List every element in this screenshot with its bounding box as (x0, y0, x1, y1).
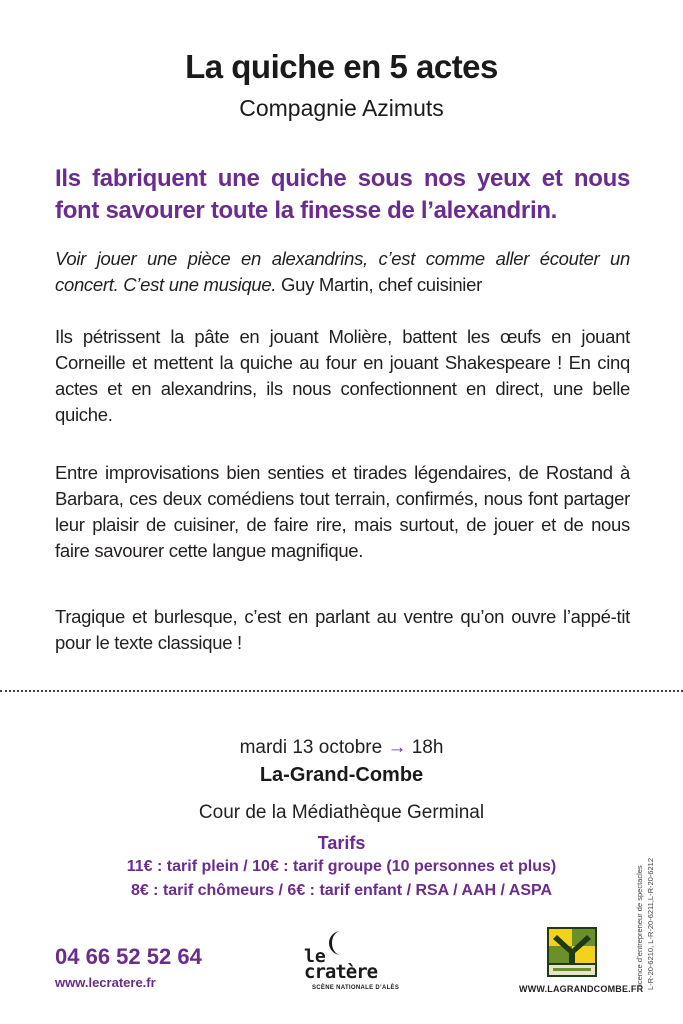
website-link-lagrandcombe[interactable]: WWW.LAGRANDCOMBE.FR (519, 984, 644, 994)
phone-number[interactable]: 04 66 52 52 64 (55, 944, 202, 969)
quote-author: Guy Martin, chef cuisinier (276, 274, 482, 295)
lead-statement: Ils fabriquent une quiche sous nos yeux et nous font savourer toute la finesse de l’alexandrin. (55, 165, 630, 224)
quote-text: Voir jouer une pièce en alexandrins, c’est comme aller écouter un concert. C’est une musique. (55, 248, 630, 295)
dotted-divider (0, 690, 683, 692)
event-time: 18h (411, 737, 444, 758)
crescent-moon-icon (328, 930, 346, 956)
description-paragraph-1: Ils pétrissent la pâte en jouant Molière, battent les œufs en jouant Corneille et mettent la quiche au four en jouant Shakespeare ! En cinq actes et en alexandrins, ils nous confectionnent en direct, une belle quiche. (55, 326, 630, 425)
tarifs-line-1: 11€ : tarif plein / 10€ : tarif groupe (10 personnes et plus) (126, 858, 557, 875)
logo-cratere-text: cratère (304, 961, 378, 983)
le-cratere-logo (298, 928, 400, 998)
event-city: La-Grand-Combe (259, 764, 424, 786)
tarifs-line-2: 8€ : tarif chômeurs / 6€ : tarif enfant / RSA / AAH / ASPA (130, 882, 553, 899)
event-date: mardi 13 octobre (239, 737, 383, 758)
show-title: La quiche en 5 actes (185, 48, 498, 85)
licence-line-2: L-R-20-6210, L-R-20-6211,L-R-20-6212 (646, 857, 655, 990)
licence-line-1: Licence d’entrepreneur de spectacles (635, 865, 644, 990)
tarifs-heading: Tarifs (317, 833, 366, 853)
quote-paragraph (55, 246, 630, 298)
company-name: Compagnie Azimuts (239, 95, 444, 121)
description-paragraph-3: Tragique et burlesque, c’est en parlant au ventre qu’on ouvre l’appé-tit pour le texte classique ! (55, 606, 630, 653)
website-link-lecratere[interactable]: www.lecratere.fr (55, 975, 156, 990)
la-grand-combe-crest-icon (547, 927, 597, 977)
event-datetime (0, 737, 683, 759)
event-venue: Cour de la Médiathèque Germinal (198, 802, 485, 823)
description-paragraph-2: Entre improvisations bien senties et tirades légendaires, de Rostand à Barbara, ces deux comédiens tout terrain, confirmés, nous font partager leur plaisir de cuisiner, de faire rire, mais surtout, de jouer et de nous faire savourer cette langue magnifique. (55, 462, 630, 561)
licence-info (634, 850, 662, 990)
logo-subtitle: SCÈNE NATIONALE D’ALÈS (312, 985, 400, 991)
logo-le-text: le (304, 946, 326, 967)
arrow-right-icon: → (387, 737, 407, 758)
